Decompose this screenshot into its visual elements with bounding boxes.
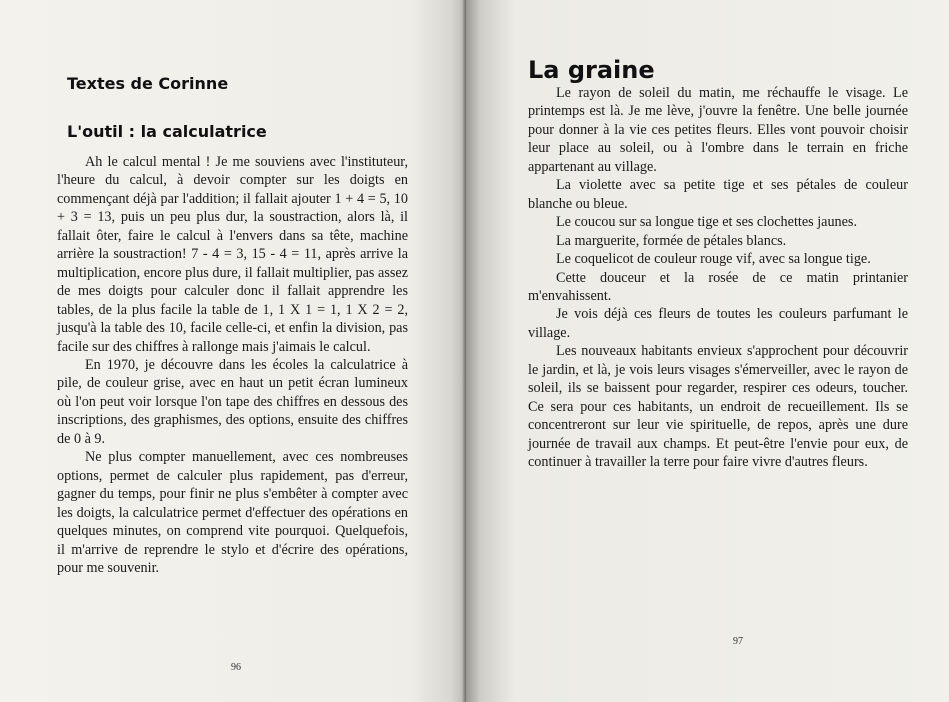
paragraph: Je vois déjà ces fleurs de toutes les couleurs parfumant le village. <box>528 306 908 341</box>
paragraph: Cette douceur et la rosée de ce matin printanier m'envahissent. <box>528 269 908 304</box>
right-page-content <box>528 56 908 472</box>
left-page-content <box>57 74 408 577</box>
page-number: 96 <box>231 662 241 673</box>
page-number: 97 <box>733 636 743 647</box>
paragraph: La violette avec sa petite tige et ses pétales de couleur blanche ou bleue. <box>528 177 908 212</box>
paragraph: La marguerite, formée de pétales blancs. <box>556 232 787 249</box>
paragraph: En 1970, je découvre dans les écoles la calculatrice à pile, de couleur grise, avec en haut un petit écran lumineux où l'on peut voir lorsque l'on tape des chiffres en dessous des inscriptions, des graphismes, des options, ensuite des chiffres de 0 à 9. <box>57 356 408 447</box>
section-heading: Textes de Corinne <box>67 74 229 93</box>
chapter-title: L'outil : la calculatrice <box>67 122 267 141</box>
chapter-title: La graine <box>528 56 655 84</box>
paragraph: Ne plus compter manuellement, avec ces nombreuses options, permet de calculer plus rapidement, pas d'erreur, gagner du temps, pour finir ne plus s'embêter à compter avec les doigts, la calculatrice permet d'effectuer des opérations en quelques minutes, on comprend vite pourquoi. Quelquefois, il m'arrive de reprendre le stylo et d'écrire des opérations, pour me souvenir. <box>57 449 408 576</box>
paragraph: Ah le calcul mental ! Je me souviens avec l'instituteur, l'heure du calcul, à devoir compter sur les doigts en commençant déjà par l'addition; il fallait ajouter 1 + 4 = 5, 10 + 3 = 13, puis un peu plus dur, la soustraction, alors là, il fallait ôter, faire le calcul à l'envers dans sa tête, machine arrière la soustraction! 7 - 4 = 3, 15 - 4 = 11, après arrive la multiplication, encore plus dure, il fallait multiplier, pas assez de mes doigts pour calculer donc il fallait apprendre les tables, de la plus facile la table de 1, 1 X 1 = 1, 1 X 2 = 2, jusqu'à la table des 10, facile celle-ci, et enfin la division, pas facile sur des chiffres à rallonge mais j'aimais le calcul. <box>57 154 408 355</box>
paragraph: Les nouveaux habitants envieux s'approchent pour découvrir le jardin, et là, je vois leurs visages s'émerveiller, avec le rayon de soleil, ils se baissent pour regarder, respirer ces odeurs, toucher. Ce sera pour ces habitants, un endroit de recueillement. Ils se concentreront sur leur vie spirituelle, de repos, après une dure journée de travail aux champs. Et peut-être l'envie pour eux, de continuer à travailler la terre pour faire vivre d'autres fleurs. <box>528 343 908 471</box>
paragraph: Le coquelicot de couleur rouge vif, avec sa longue tige. <box>556 251 871 268</box>
paragraph: Le coucou sur sa longue tige et ses clochettes jaunes. <box>556 214 857 231</box>
paragraph: Le rayon de soleil du matin, me réchauffe le visage. Le printemps est là. Je me lève, j'ouvre la fenêtre. Une belle journée pour donner à la vie ces petites fleurs. Elles vont pouvoir choisir leur place au soleil, ou à l'ombre dans le terrain en friche appartenant au village. <box>528 85 908 175</box>
left-page <box>0 0 466 702</box>
